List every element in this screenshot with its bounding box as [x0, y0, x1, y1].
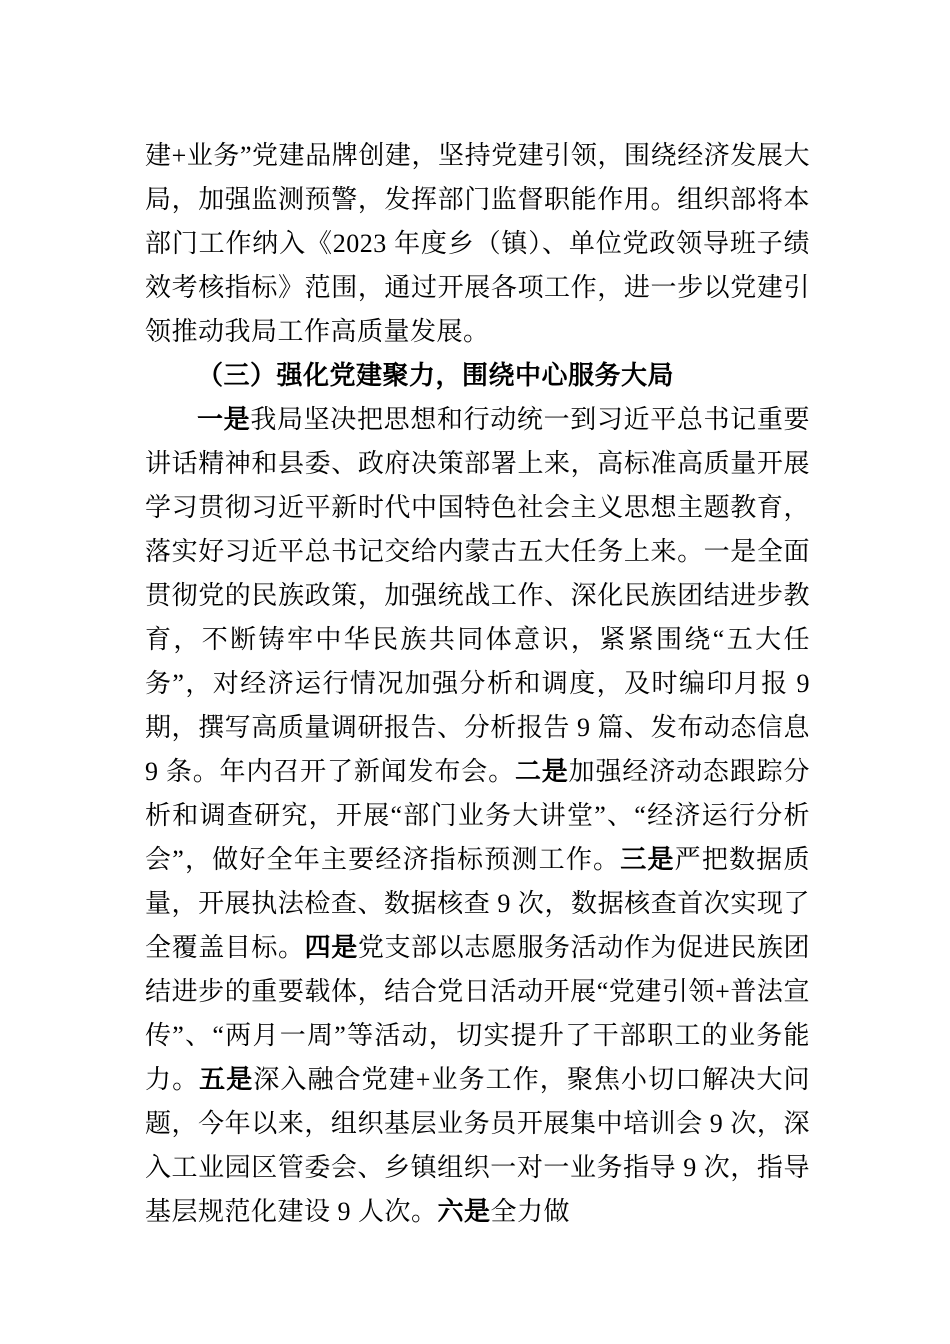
bold-text-run: （三）强化党建聚力，围绕中心服务大局 [197, 361, 675, 390]
bold-text-run: 三是 [620, 845, 675, 874]
body-paragraph [145, 398, 810, 1234]
document-text-area[interactable] [145, 134, 810, 1234]
bold-text-run: 一是 [197, 405, 251, 434]
section-heading [145, 354, 810, 398]
body-paragraph [145, 134, 810, 354]
text-run: 加强经济动态跟踪分析和调查研究，开展“部门业务大讲堂”、“经济运行分析会”，做好全年主要经济指标预测工作。 [145, 757, 810, 874]
text-run: 我局坚决把思想和行动统一到习近平总书记重要讲话精神和县委、政府决策部署上来，高标准高质量开展学习贯彻习近平新时代中国特色社会主义思想主题教育，落实好习近平总书记交给内蒙古五大任务上来。一是全面贯彻党的民族政策，加强统战工作、深化民族团结进步教育，不断铸牢中华民族共同体意识，紧紧围绕“五大任务”，对经济运行情况加强分析和调度，及时编印月报 9 期，撰写高质量调研报告、分析报告 9 篇、发布动态信息 9 条。年内召开了新闻发布会。 [145, 405, 810, 786]
bold-text-run: 五是 [199, 1065, 254, 1094]
text-run: 党支部以志愿服务活动作为促进民族团结进步的重要载体，结合党日活动开展“党建引领+普法宣传”、“两月一周”等活动，切实提升了干部职工的业务能力。 [145, 933, 810, 1094]
bold-text-run: 六是 [437, 1197, 491, 1226]
text-run: 严把数据质量，开展执法检查、数据核查 9 次，数据核查首次实现了全覆盖目标。 [145, 845, 810, 962]
bold-text-run: 二是 [514, 757, 569, 786]
text-run: 全力做 [490, 1197, 571, 1226]
bold-text-run: 四是 [304, 933, 358, 962]
text-run: 深入融合党建+业务工作，聚焦小切口解决大问题，今年以来，组织基层业务员开展集中培训会 9 次，深入工业园区管委会、乡镇组织一对一业务指导 9 次，指导基层规范化建设 9 人次。 [145, 1065, 810, 1226]
text-run: 建+业务”党建品牌创建，坚持党建引领，围绕经济发展大局，加强监测预警，发挥部门监督职能作用。组织部将本部门工作纳入《2023 年度乡（镇）、单位党政领导班子绩效考核指标》范围，通过开展各项工作，进一步以党建引领推动我局工作高质量发展。 [145, 141, 810, 346]
